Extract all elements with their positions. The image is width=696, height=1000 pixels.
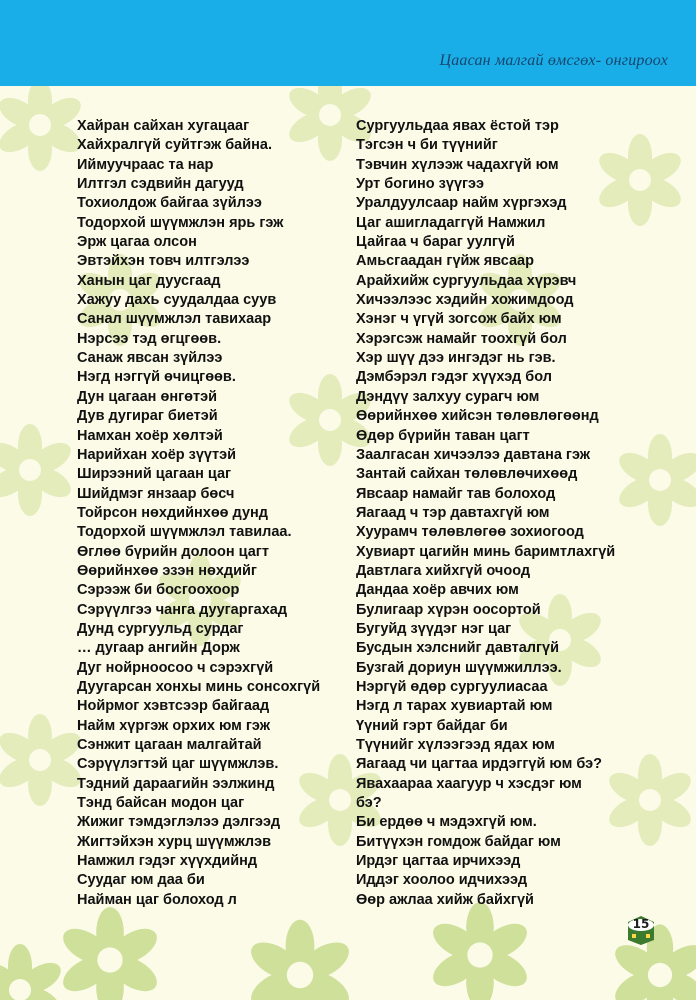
poem-line: Өдөр бүрийн таван цагт bbox=[356, 427, 530, 444]
poem-line: Хайхралгүй суйтгэж байна. bbox=[77, 137, 272, 154]
poem-line: Явсаар намайг тав болоход bbox=[356, 485, 556, 502]
poem-line: Би ердөө ч мэдэхгүй юм. bbox=[356, 814, 537, 831]
poem-line: Тэвчин хүлээж чадахгүй юм bbox=[356, 156, 559, 173]
poem-line: Тэнд байсан модон цаг bbox=[77, 795, 245, 812]
poem-line: Иймуучраас та нар bbox=[77, 156, 214, 173]
poem-line: Дуугарсан хонхы минь сонсохгүй bbox=[77, 678, 321, 695]
poem-line: Зантай сайхан төлөвлөчихөөд bbox=[356, 466, 578, 483]
poem-line: Найм хүргэж орхих юм гэж bbox=[77, 717, 271, 734]
poem-line: Тодорхой шүүмжлэн ярь гэж bbox=[77, 214, 284, 231]
poem-line: Яагаад чи цагтаа ирдэггүй юм бэ? bbox=[356, 756, 602, 773]
poem-line: Нэгд л тарах хувиартай юм bbox=[356, 698, 553, 715]
page-number-badge bbox=[624, 912, 658, 946]
poem-line: Цаг ашигладаггүй Намжил bbox=[356, 214, 546, 231]
poem-line: Бусдын хэлснийг давталгүй bbox=[356, 640, 560, 657]
poem-line: Найман цаг болоход л bbox=[77, 891, 237, 908]
poem-line: Амьсгаадан гүйж явсаар bbox=[356, 253, 534, 270]
poem-line: Санал шүүмжлэл тавихаар bbox=[77, 311, 272, 328]
poem-line: Уралдуулсаар найм хүргэхэд bbox=[356, 195, 567, 212]
poem-line: Намжил гэдэг хүүхдийнд bbox=[77, 853, 258, 870]
poem-line: Арайхийж сургуульдаа хүрэвч bbox=[356, 272, 577, 289]
poem-line: Битүүхэн гомдож байдаг юм bbox=[356, 833, 561, 850]
poem-line: Нэрсээ тэд өгцгөөв. bbox=[77, 330, 222, 347]
poem-line: Булигаар хүрэн оосортой bbox=[356, 601, 541, 618]
poem-line: Дун цагаан өнгөтэй bbox=[77, 388, 218, 405]
poem-line: Давтлага хийхгүй очоод bbox=[356, 562, 531, 579]
poem-line: Ханын цаг дуусгаад bbox=[77, 272, 221, 289]
poem-line: Хэрэгсэж намайг тоохгүй бол bbox=[356, 330, 567, 347]
poem-line: Эвтэйхэн товч илтгэлээ bbox=[77, 253, 250, 270]
poem-line: Эрж цагаа олсон bbox=[77, 234, 197, 251]
header-title: Цаасан малгай өмсгөх- онгироох bbox=[439, 52, 668, 69]
poem-line: Хэнэг ч үгүй зогсож байх юм bbox=[356, 311, 562, 328]
poem-line: Сэрүүлгээ чанга дуугаргахад bbox=[77, 601, 288, 618]
poem-line: Яагаад ч тэр давтахгүй юм bbox=[356, 504, 550, 521]
poem-line: Хэр шүү дээ ингэдэг нь гэв. bbox=[356, 350, 556, 367]
poem-line: Үүний гэрт байдаг би bbox=[356, 717, 508, 734]
poem-line: Шийдмэг янзаар бөсч bbox=[77, 485, 235, 502]
poem-line: Сэрүүлэгтэй цаг шүүмжлэв. bbox=[77, 756, 279, 773]
poem-line: Илтгэл сэдвийн дагууд bbox=[77, 176, 244, 193]
poem-line: Дэмбэрэл гэдэг хүүхэд бол bbox=[356, 369, 552, 386]
poem-line: Явахаараа хаагуур ч хэсдэг юм bbox=[356, 775, 582, 792]
poem-line: Тохиолдож байгаа зүйлээ bbox=[77, 195, 262, 212]
poem-line: Дандаа хоёр авчих юм bbox=[356, 582, 519, 599]
poem-line: Дув дугираг биетэй bbox=[77, 408, 218, 425]
poem-line: Сургуульдаа явах ёстой тэр bbox=[356, 118, 559, 134]
poem-line: Жижиг тэмдэглэлээ дэлгээд bbox=[77, 814, 281, 831]
poem-line: Нойрмог хэвтсээр байгаад bbox=[77, 698, 270, 715]
poem-line: Намхан хоёр хөлтэй bbox=[77, 427, 223, 444]
poem-line: Сэнжит цагаан малгайтай bbox=[77, 737, 262, 753]
poem-line: Өөр ажлаа хийж байхгүй bbox=[356, 891, 534, 908]
poem-line: Хувиарт цагийн минь баримтлахгүй bbox=[356, 543, 616, 560]
poem-line: Хуурамч төлөвлөгөө зохиогоод bbox=[356, 524, 584, 541]
poem-line: бэ? bbox=[356, 795, 382, 812]
poem-line: Тэдний дараагийн ээлжинд bbox=[77, 775, 275, 792]
poem-line: Дуг нойрноосоо ч сэрэхгүй bbox=[77, 659, 274, 676]
poem-line: Сэрээж би босгоохоор bbox=[77, 582, 240, 599]
poem-line: Цайгаа ч бараг уулгүй bbox=[356, 234, 515, 251]
poem-line: Ширээний цагаан цаг bbox=[77, 466, 232, 483]
poem-line: Өөрийнхөө хийсэн төлөвлөгөөнд bbox=[356, 408, 599, 425]
poem-line: Тойрсон нөхдийнхөө дунд bbox=[77, 504, 268, 521]
page-number: 15 bbox=[632, 917, 650, 931]
poem-line: Суудаг юм даа би bbox=[77, 872, 205, 889]
poem-line: Хажуу дахь суудалдаа суув bbox=[77, 292, 277, 309]
poem-line: Жигтэйхэн хурц шүүмжлэв bbox=[77, 833, 272, 850]
poem-line: Өөрийнхөө эзэн нөхдийг bbox=[77, 562, 257, 579]
poem-left-column bbox=[77, 117, 347, 910]
poem-line: Дэндүү залхуу сурагч юм bbox=[356, 388, 540, 405]
poem-line: Бугуйд зүүдэг нэг цаг bbox=[356, 620, 512, 637]
header-band bbox=[0, 0, 696, 86]
poem-line: Түүнийг хүлээгээд ядах юм bbox=[356, 737, 555, 753]
poem-line: Хичээлээс хэдийн хожимдоод bbox=[356, 292, 574, 309]
poem-line: Урт богино зүүгээ bbox=[356, 176, 485, 193]
poem-right-column bbox=[356, 117, 626, 910]
poem-line: Өглөө бүрийн долоон цагт bbox=[77, 543, 269, 560]
poem-line: Ирдэг цагтаа ирчихээд bbox=[356, 853, 521, 870]
poem-line: Заалгасан хичээлээ давтана гэж bbox=[356, 446, 591, 463]
poem-line: Тэгсэн ч би түүнийг bbox=[356, 137, 498, 154]
poem-line: Санаж явсан зүйлээ bbox=[77, 350, 223, 367]
poem-line: Бузгай дориун шүүмжиллээ. bbox=[356, 659, 562, 676]
poem-line: Хайран сайхан хугацааг bbox=[77, 118, 250, 134]
poem-line: Иддэг хоолоо идчихээд bbox=[356, 872, 528, 889]
poem-line: Нэргүй өдөр сургуулиасаа bbox=[356, 678, 548, 695]
poem-line: … дугаар ангийн Дорж bbox=[77, 640, 240, 657]
poem-line: Тодорхой шүүмжлэл тавилаа. bbox=[77, 524, 292, 541]
poem-line: Нэгд нэггүй өчицгөөв. bbox=[77, 369, 236, 386]
poem-line: Дунд сургуульд сурдаг bbox=[77, 620, 244, 637]
poem-line: Нарийхан хоёр зүүтэй bbox=[77, 446, 237, 463]
